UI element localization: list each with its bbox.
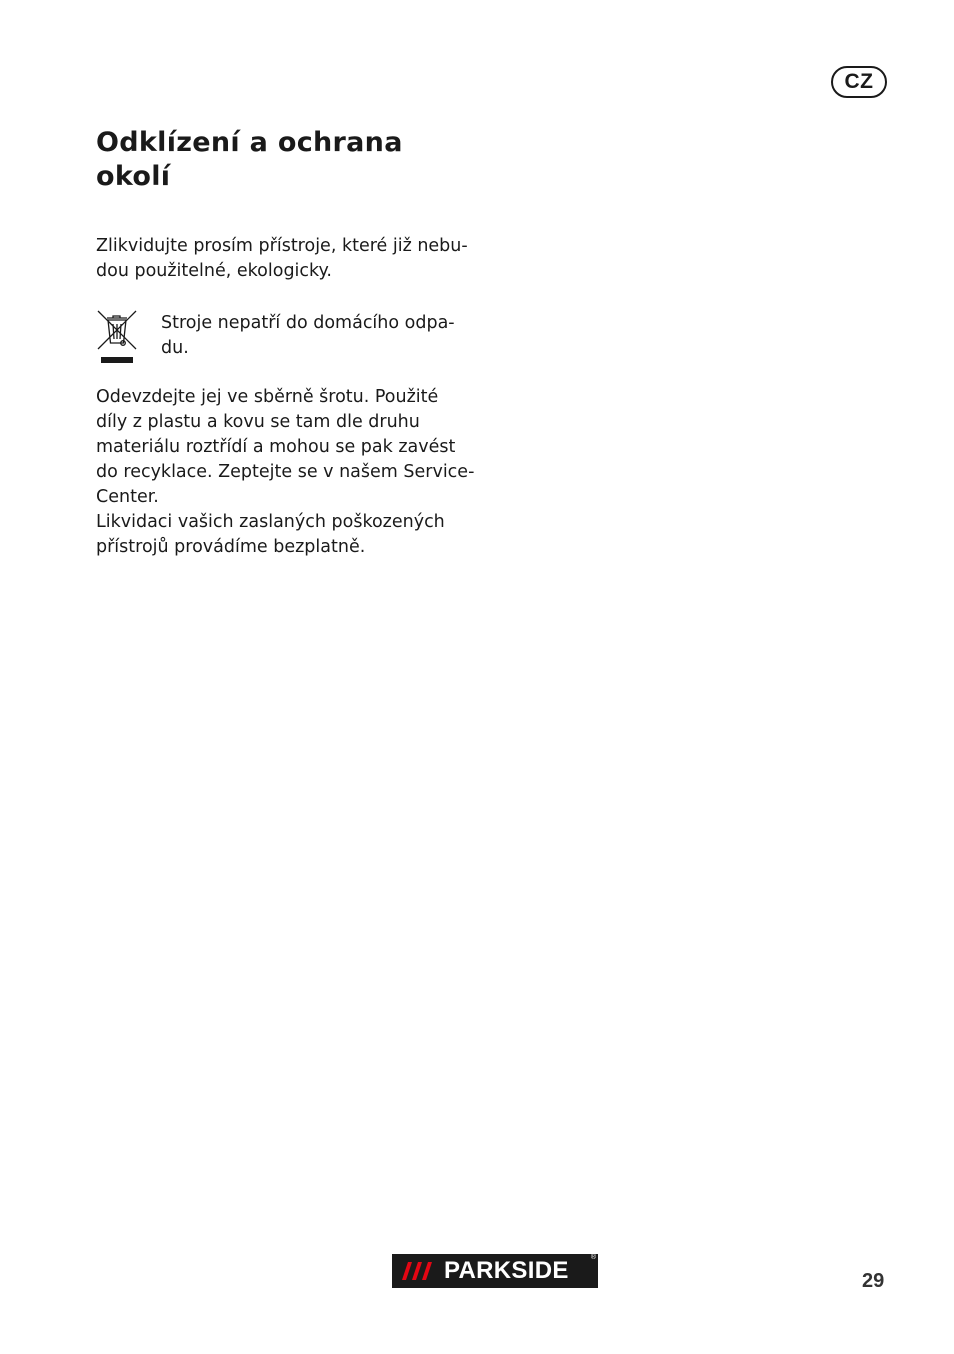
language-badge: CZ [831,66,887,98]
body-paragraph: Odevzdejte jej ve sběrně šrotu. Použité díly z plastu a kovu se tam dle druhu materiálu roztřídí a mohou se pak zavést do recyklace. Zeptejte se v našem Service- Center. Likvidaci vašich zaslaných poškozených přístrojů provádíme bezplatně. [96,387,475,557]
brand-name: PARKSIDE [444,1257,569,1284]
page-number: 29 [862,1270,885,1292]
intro-paragraph: Zlikvidujte prosím přístroje, které již nebu- dou použitelné, ekologicky. [96,236,468,281]
waste-notice-text: Stroje nepatří do domácího odpa- du. [161,313,455,358]
logo-stripes-icon [392,1254,444,1288]
parkside-logo [392,1254,598,1288]
section-title: Odklízení a ochrana okolí [96,127,403,192]
crossed-out-wheelie-bin-icon [96,309,138,367]
registered-mark: ® [590,1254,596,1261]
